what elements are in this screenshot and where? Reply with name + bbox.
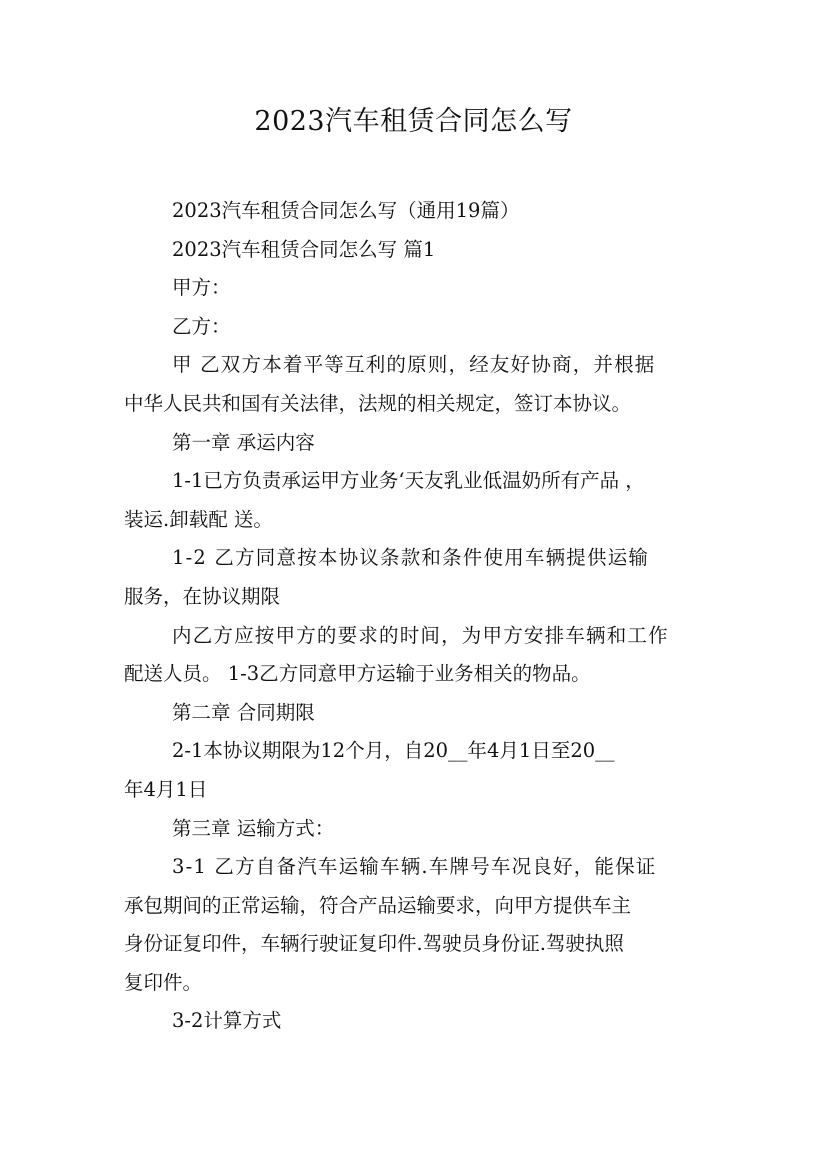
paragraph-line: 服务，在协议期限: [124, 584, 281, 608]
paragraph-line: 3-1 乙方自备汽车运输车辆.车牌号车况良好，能保证: [172, 855, 657, 879]
paragraph-line: 1-1已方负责承运甲方业务‘天友乳业低温奶所有产品 ，: [172, 469, 645, 493]
paragraph-line: 甲 乙双方本着平等互利的原则，经友好协商，并根据: [172, 353, 656, 377]
paragraph-line: 中华人民共和国有关法律，法规的相关规定，签订本协议。: [124, 391, 632, 415]
paragraph-line: 1-2 乙方同意按本协议条款和条件使用车辆提供运输: [172, 546, 650, 570]
paragraph-line: 年4月1日: [124, 777, 208, 801]
paragraph-line: 2023汽车租赁合同怎么写 篇1: [172, 237, 436, 261]
document-title: 2023汽车租赁合同怎么写: [254, 106, 573, 137]
paragraph-line: 3-2计算方式: [172, 1009, 282, 1033]
paragraph-line: 内乙方应按甲方的要求的时间，为甲方安排车辆和工作: [172, 623, 669, 647]
paragraph-line: 甲方：: [172, 276, 231, 300]
paragraph-line: 2023汽车租赁合同怎么写（通用19篇）: [172, 199, 520, 222]
paragraph-line: 身份证复印件，车辆行驶证复印件.驾驶员身份证.驾驶执照: [124, 932, 624, 956]
paragraph-line: 承包期间的正常运输，符合产品运输要求，向甲方提供车主: [124, 893, 632, 917]
section-heading: 第三章 运输方式：: [172, 816, 335, 840]
paragraph-line: 复印件。: [124, 970, 203, 994]
paragraph-line: 乙方：: [172, 314, 231, 338]
paragraph-line: 2-1本协议期限为12个月，自20__年4月1日至20__: [172, 739, 615, 763]
paragraph-line: 装运.卸载配 送。: [124, 507, 273, 531]
section-heading: 第一章 承运内容: [172, 430, 315, 454]
document-body: [124, 192, 704, 1041]
section-heading: 第二章 合同期限: [172, 700, 315, 724]
paragraph-line: 配送人员。 1-3乙方同意甲方运输于业务相关的物品。: [124, 662, 591, 686]
